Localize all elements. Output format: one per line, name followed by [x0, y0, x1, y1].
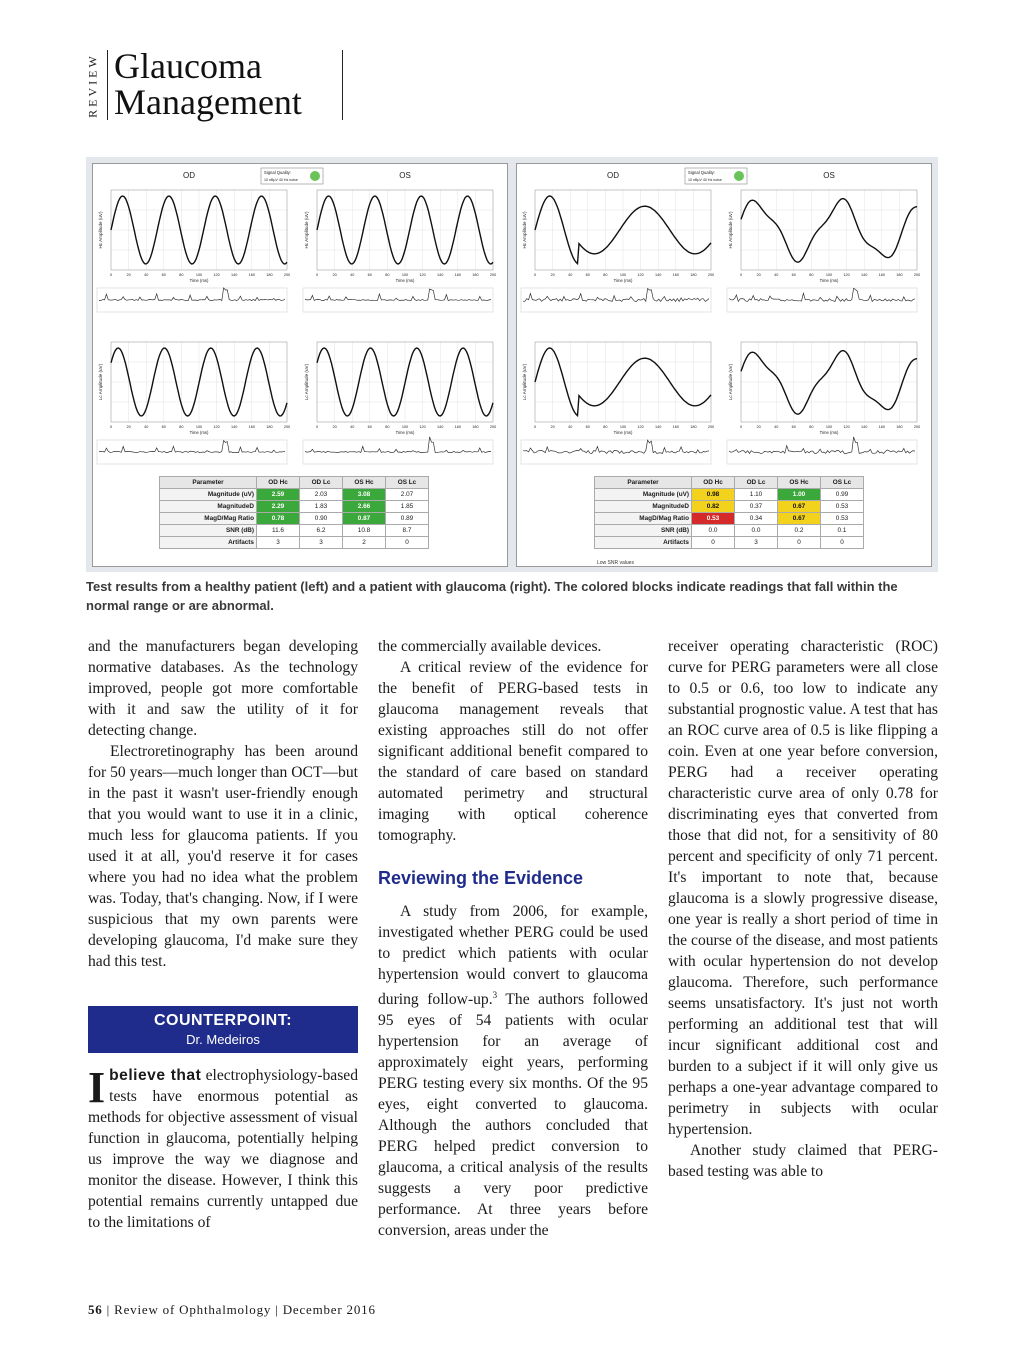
signal-quality-dot: [310, 171, 320, 181]
raw-trace-line: [99, 288, 285, 301]
table-cell: 0.89: [386, 513, 429, 525]
waveform-plot: [303, 190, 496, 312]
parameter-name: Magnitude (uV): [160, 489, 257, 501]
x-tick-label: 20: [550, 425, 555, 429]
table-row: [160, 501, 429, 513]
raw-trace-line: [729, 437, 915, 454]
x-tick-label: 140: [655, 273, 662, 277]
x-tick-label: 60: [791, 425, 796, 429]
x-tick-label: 160: [878, 273, 885, 277]
counterpoint-title: COUNTERPOINT:: [153, 1012, 293, 1029]
x-tick-label: 180: [266, 273, 273, 277]
table-cell: 0.53: [821, 513, 864, 525]
citation: 3: [492, 990, 498, 1000]
x-tick-label: 80: [603, 425, 608, 429]
x-tick-label: 160: [248, 273, 255, 277]
table-cell: 2: [343, 537, 386, 549]
x-tick-label: 20: [332, 273, 337, 277]
table-cell: 0: [778, 537, 821, 549]
x-tick-label: 0: [739, 273, 743, 277]
x-tick-label: 100: [401, 273, 409, 277]
low-snr-note: Low SNR values: [597, 560, 634, 566]
x-tick-label: 140: [437, 273, 444, 277]
x-tick-label: 20: [550, 273, 555, 277]
x-tick-label: 160: [248, 425, 255, 429]
table-header-row: [595, 477, 864, 489]
x-tick-label: 200: [707, 425, 715, 429]
table-row: [160, 513, 429, 525]
x-tick-label: 40: [568, 273, 573, 277]
table-cell: 0.98: [692, 489, 735, 501]
title-line-2: Management: [114, 82, 302, 122]
x-tick-label: 20: [332, 425, 337, 429]
parameter-name: MagnitudeD: [160, 501, 257, 513]
page-footer: 56 | Review of Ophthalmology | December 2016: [88, 1302, 376, 1317]
table-cell: 0.0: [735, 525, 778, 537]
eye-label-od: OD: [183, 171, 195, 180]
column-1: [88, 636, 358, 1233]
x-tick-label: 140: [231, 425, 238, 429]
x-axis-label: Time (ms): [613, 430, 633, 435]
x-axis-label: Time (ms): [395, 430, 415, 435]
counterpoint-text: electrophysiology-based tests have enormous potential as methods for objective assessment of visual function in glaucoma, potentially helping us improve the way we diagnose and monitor the disease. However, I think this potential remains currently untapped due to the limitations of: [88, 1067, 358, 1231]
parameter-table: [159, 476, 429, 549]
table-header-cell: OS Hc: [778, 477, 821, 489]
x-tick-label: 60: [585, 425, 590, 429]
y-axis-label: Hc Amplitude (uV): [728, 211, 733, 249]
table-header-cell: OS Lc: [821, 477, 864, 489]
x-tick-label: 60: [367, 273, 372, 277]
x-tick-label: 0: [533, 425, 537, 429]
table-cell: 0.37: [735, 501, 778, 513]
table-cell: 1.83: [300, 501, 343, 513]
table-row: [595, 489, 864, 501]
x-axis-label: Time (ms): [189, 430, 209, 435]
table-cell: 1.85: [386, 501, 429, 513]
x-tick-label: 160: [672, 273, 679, 277]
counterpoint-author: Dr. Medeiros: [186, 1032, 260, 1047]
table-cell: 0.1: [821, 525, 864, 537]
x-tick-label: 80: [385, 273, 390, 277]
paragraph: A critical review of the evidence for the benefit of PERG-based tests in glaucoma management reveals that existing approaches still do not offer significant additional benefit compared to the standard of care based on standard automated perimetry and structural imaging with optical coherence tomography.: [378, 659, 648, 844]
parameter-name: Artifacts: [160, 537, 257, 549]
title-line-1: Glaucoma: [114, 46, 262, 86]
x-tick-label: 100: [825, 425, 833, 429]
healthy-patient-panel: [92, 163, 508, 567]
raw-trace-line: [523, 440, 709, 453]
x-tick-label: 100: [619, 425, 627, 429]
table-cell: 2.07: [386, 489, 429, 501]
table-row: [595, 537, 864, 549]
header-divider-right: [342, 50, 343, 120]
paragraph: receiver operating characteristic (ROC) curve for PERG parameters were all close to 0.5 or 0.6, too low to indicate any substantial prognostic value. A test that has an ROC curve area of 0.5 is like flipping a coin. Even at one year before conversion, PERG had a receiver operating characteristic curve area of only 0.78 for discriminating eyes that converted from those that did not, for a sensitivity of 80 percent and specificity of only 71 percent. It's important to note that, because glaucoma is a slowly progressive disease, one year is really a short period of time in the course of the disease, and most patients with ocular hypertension do not develop glaucoma. Therefore, such performance seems unsatisfactory. It's just not worth performing an additional test that will incur significant additional cost and burden to a subject if it will only give us perhaps a one-year advantage compared to perimetry in subjects with ocular hypertension.: [668, 638, 938, 1138]
waveform-plot: [303, 342, 496, 464]
column-2: [378, 636, 648, 1241]
x-tick-label: 80: [809, 425, 814, 429]
table-header-cell: Parameter: [595, 477, 692, 489]
x-tick-label: 40: [144, 425, 149, 429]
x-axis-label: Time (ms): [395, 278, 415, 283]
signal-quality-label: Signal Quality:: [688, 170, 715, 175]
table-header-cell: OD Lc: [300, 477, 343, 489]
table-cell: 0: [692, 537, 735, 549]
paragraph: Another study claimed that PERG-based testing was able to: [668, 1142, 938, 1180]
x-tick-label: 160: [672, 425, 679, 429]
x-tick-label: 20: [126, 273, 131, 277]
y-axis-label: Lc Amplitude (uV): [98, 363, 103, 401]
x-tick-label: 0: [109, 425, 113, 429]
x-tick-label: 60: [161, 273, 166, 277]
signal-quality-label: Signal Quality:: [264, 170, 291, 175]
x-tick-label: 180: [690, 425, 697, 429]
x-tick-label: 200: [707, 273, 715, 277]
x-tick-label: 40: [350, 425, 355, 429]
y-axis-label: Hc Amplitude (uV): [98, 211, 103, 249]
x-tick-label: 200: [913, 425, 921, 429]
table-cell: 0: [821, 537, 864, 549]
table-cell: 1.10: [735, 489, 778, 501]
table-header-cell: OS Hc: [343, 477, 386, 489]
parameter-table: [594, 476, 864, 549]
x-tick-label: 40: [774, 273, 779, 277]
table-cell: 8.7: [386, 525, 429, 537]
table-cell: 2.59: [257, 489, 300, 501]
table-cell: 2.66: [343, 501, 386, 513]
table-header-row: [160, 477, 429, 489]
lead-in: believe that: [109, 1067, 202, 1084]
table-row: [595, 513, 864, 525]
publication-name: Review of Ophthalmology: [114, 1302, 272, 1317]
table-header-cell: OD Hc: [257, 477, 300, 489]
paragraph: Electroretinography has been around for 50 years—much longer than OCT—but in the past it wasn't user-friendly enough that you would want to use it in a clinic, much less for glaucoma patients. If you used it at all, you'd reserve it for cases where you had no idea what the problem was. Today, that's changing. Now, if I were suspicious that my own parents were developing glaucoma, I'd make sure they had this test.: [88, 743, 358, 970]
x-tick-label: 120: [637, 273, 644, 277]
x-tick-label: 140: [231, 273, 238, 277]
x-tick-label: 0: [739, 425, 743, 429]
x-tick-label: 80: [809, 273, 814, 277]
x-axis-label: Time (ms): [613, 278, 633, 283]
x-tick-label: 100: [619, 273, 627, 277]
x-tick-label: 120: [843, 273, 850, 277]
x-tick-label: 200: [489, 273, 497, 277]
table-cell: 0.78: [257, 513, 300, 525]
x-tick-label: 0: [315, 425, 319, 429]
waveform-plot: [521, 342, 714, 464]
signal-quality-indicator: [685, 168, 747, 184]
x-tick-label: 140: [437, 425, 444, 429]
table-cell: 3.08: [343, 489, 386, 501]
x-tick-label: 20: [756, 273, 761, 277]
x-tick-label: 160: [454, 425, 461, 429]
signal-quality-note: 10 nBµV 40 Hz noise: [688, 178, 722, 182]
drop-cap: I: [88, 1063, 106, 1112]
x-tick-label: 100: [401, 425, 409, 429]
waveform-plot: [727, 342, 920, 464]
figure-caption: Test results from a healthy patient (left) and a patient with glaucoma (right). The colored blocks indicate readings that fall within the normal range or are abnormal.: [86, 579, 898, 613]
x-tick-label: 40: [350, 273, 355, 277]
paragraph: the commercially available devices.: [378, 638, 602, 655]
x-tick-label: 40: [774, 425, 779, 429]
x-tick-label: 100: [195, 273, 203, 277]
subhead: Reviewing the Evidence: [378, 868, 584, 888]
x-tick-label: 120: [637, 425, 644, 429]
table-cell: 3: [735, 537, 778, 549]
x-tick-label: 100: [195, 425, 203, 429]
raw-trace-line: [305, 437, 491, 453]
table-cell: 0.82: [692, 501, 735, 513]
table-cell: 11.6: [257, 525, 300, 537]
parameter-name: MagD/Mag Ratio: [160, 513, 257, 525]
x-tick-label: 200: [913, 273, 921, 277]
x-axis-label: Time (ms): [819, 430, 839, 435]
parameter-name: Artifacts: [595, 537, 692, 549]
table-cell: 0.53: [821, 501, 864, 513]
x-tick-label: 20: [126, 425, 131, 429]
x-tick-label: 60: [161, 425, 166, 429]
x-tick-label: 20: [756, 425, 761, 429]
parameter-name: Magnitude (uV): [595, 489, 692, 501]
table-cell: 10.8: [343, 525, 386, 537]
parameter-name: MagnitudeD: [595, 501, 692, 513]
waveform-plot: [727, 190, 920, 312]
x-tick-label: 140: [655, 425, 662, 429]
paragraph: and the manufacturers began developing normative databases. As the technology improved, people got more comfortable with it and saw the utility of it for detecting change.: [88, 638, 358, 739]
table-cell: 2.29: [257, 501, 300, 513]
x-tick-label: 160: [878, 425, 885, 429]
x-tick-label: 0: [533, 273, 537, 277]
x-tick-label: 0: [109, 273, 113, 277]
table-cell: 0: [386, 537, 429, 549]
signal-quality-indicator: [261, 168, 323, 184]
table-cell: 2.03: [300, 489, 343, 501]
waveform-plot: [97, 342, 290, 464]
table-header-cell: Parameter: [160, 477, 257, 489]
y-axis-label: Hc Amplitude (uV): [522, 211, 527, 249]
x-tick-label: 120: [843, 425, 850, 429]
table-row: [160, 489, 429, 501]
x-tick-label: 120: [419, 273, 426, 277]
eye-label-od: OD: [607, 171, 619, 180]
x-tick-label: 180: [690, 273, 697, 277]
x-tick-label: 180: [266, 425, 273, 429]
table-row: [160, 525, 429, 537]
x-tick-label: 40: [568, 425, 573, 429]
table-cell: 6.2: [300, 525, 343, 537]
eye-label-os: OS: [823, 171, 835, 180]
table-cell: 0.53: [692, 513, 735, 525]
x-tick-label: 180: [472, 273, 479, 277]
y-axis-label: Lc Amplitude (uV): [304, 363, 309, 401]
page-number: 56: [88, 1302, 103, 1317]
table-cell: 0.0: [692, 525, 735, 537]
x-tick-label: 60: [791, 273, 796, 277]
parameter-name: SNR (dB): [595, 525, 692, 537]
waveform-plot: [521, 190, 714, 312]
column-3: [668, 636, 938, 1182]
x-tick-label: 120: [213, 425, 220, 429]
x-tick-label: 180: [896, 425, 903, 429]
x-tick-label: 180: [472, 425, 479, 429]
table-cell: 3: [300, 537, 343, 549]
raw-trace-line: [523, 289, 709, 302]
x-tick-label: 180: [896, 273, 903, 277]
table-row: [595, 501, 864, 513]
x-tick-label: 80: [179, 273, 184, 277]
x-axis-label: Time (ms): [189, 278, 209, 283]
y-axis-label: Lc Amplitude (uV): [728, 363, 733, 401]
x-tick-label: 140: [861, 273, 868, 277]
table-cell: 0.90: [300, 513, 343, 525]
x-tick-label: 80: [179, 425, 184, 429]
section-tag: REVIEW: [85, 53, 100, 118]
x-tick-label: 80: [385, 425, 390, 429]
x-tick-label: 120: [419, 425, 426, 429]
signal-quality-note: 10 nBµV 40 Hz noise: [264, 178, 298, 182]
x-tick-label: 60: [585, 273, 590, 277]
table-header-cell: OS Lc: [386, 477, 429, 489]
signal-quality-dot: [734, 171, 744, 181]
x-tick-label: 200: [283, 273, 291, 277]
x-tick-label: 60: [367, 425, 372, 429]
x-tick-label: 80: [603, 273, 608, 277]
raw-trace-line: [99, 441, 285, 453]
table-header-cell: OD Lc: [735, 477, 778, 489]
section-title: [114, 48, 302, 120]
table-cell: 0.67: [778, 501, 821, 513]
parameter-name: MagD/Mag Ratio: [595, 513, 692, 525]
x-tick-label: 120: [213, 273, 220, 277]
header-divider-left: [107, 50, 108, 120]
table-header-cell: OD Hc: [692, 477, 735, 489]
y-axis-label: Lc Amplitude (uV): [522, 363, 527, 401]
counterpoint-banner: [88, 1006, 358, 1053]
table-cell: 0.87: [343, 513, 386, 525]
glaucoma-patient-panel: [516, 163, 932, 567]
x-tick-label: 200: [489, 425, 497, 429]
table-row: [595, 525, 864, 537]
waveform-plot: [97, 190, 290, 312]
table-row: [160, 537, 429, 549]
x-tick-label: 160: [454, 273, 461, 277]
x-tick-label: 100: [825, 273, 833, 277]
x-tick-label: 0: [315, 273, 319, 277]
table-cell: 3: [257, 537, 300, 549]
table-cell: 1.00: [778, 489, 821, 501]
paragraph: A study from 2006, for example, investigated whether PERG could be used to predict which patients with ocular hypertension would convert to glaucoma during follow-up.$^3$ The authors followed 95 eyes of 54 patients with ocular hypertension for an average of approximately eight years, performing PERG testing every six months. Of the 95 eyes, eight converted to glaucoma. Although the authors concluded that PERG helped predict conversion to glaucoma, a critical analysis of the results suggests a very poor predictive performance. At three years before conversion, areas under the: [378, 903, 648, 1240]
raw-trace-line: [729, 288, 915, 301]
trace-frame: [521, 440, 711, 464]
counterpoint-paragraph: [88, 1065, 358, 1233]
parameter-name: SNR (dB): [160, 525, 257, 537]
x-tick-label: 200: [283, 425, 291, 429]
table-cell: 0.99: [821, 489, 864, 501]
x-tick-label: 40: [144, 273, 149, 277]
table-cell: 0.67: [778, 513, 821, 525]
raw-trace-line: [305, 289, 491, 301]
issue-date: December 2016: [282, 1302, 376, 1317]
table-cell: 0.34: [735, 513, 778, 525]
eye-label-os: OS: [399, 171, 411, 180]
table-cell: 0.2: [778, 525, 821, 537]
x-tick-label: 140: [861, 425, 868, 429]
y-axis-label: Hc Amplitude (uV): [304, 211, 309, 249]
x-axis-label: Time (ms): [819, 278, 839, 283]
perg-figure: [86, 157, 938, 572]
